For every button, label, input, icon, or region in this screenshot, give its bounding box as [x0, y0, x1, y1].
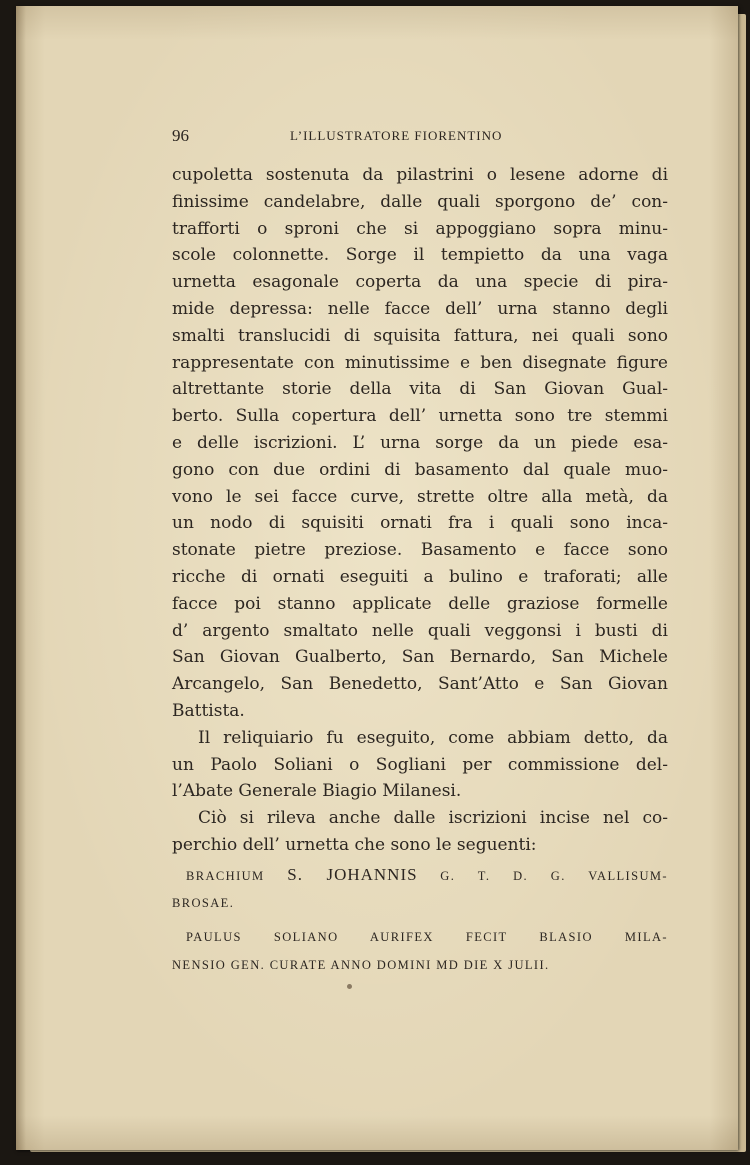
page-number: 96 — [172, 126, 189, 145]
text-line: Arcangelo, San Benedetto, Sant’Atto e San Giovan — [172, 674, 668, 695]
text-line: ricche di ornati eseguiti a bulino e traforati; alle — [172, 566, 668, 587]
text-line: rappresentate con minutissime e ben disegnate figure — [172, 352, 668, 373]
text-line: Ciò si rileva anche dalle iscrizioni incise nel co- — [198, 808, 668, 829]
text-line: stonate pietre preziose. Basamento e facce sono — [172, 540, 668, 561]
inscription-name: S. JOHANNIS — [287, 864, 418, 884]
text-line: gono con due ordini di basamento dal quale muo- — [172, 459, 668, 480]
inscription-line: NENSIO GEN. CURATE ANNO DOMINI MD DIE X JULII. — [172, 957, 550, 972]
text-line: mide depressa: nelle facce dell’ urna stanno degli — [172, 298, 668, 319]
text-line: smalti translucidi di squisita fattura, nei quali sono — [172, 325, 668, 346]
text-line: l’Abate Generale Biagio Milanesi. — [172, 781, 462, 802]
text-line: scole colonnette. Sorge il tempietto da una vaga — [172, 245, 668, 266]
text-line: cupoletta sostenuta da pilastrini o lesene adorne di — [172, 165, 668, 185]
text-line: Battista. — [172, 700, 245, 721]
inscription-text: BRACHIUM — [186, 868, 288, 883]
spine-shadow — [16, 6, 26, 1150]
text-line: perchio dell’ urnetta che sono le seguenti: — [172, 834, 537, 855]
text-line: San Giovan Gualberto, San Bernardo, San Michele — [172, 647, 668, 668]
ink-spot — [347, 984, 352, 989]
inscription-line: BROSAE. — [172, 895, 235, 910]
body-text — [172, 162, 668, 979]
text-line: e delle iscrizioni. L’ urna sorge da un piede esa- — [172, 432, 668, 453]
running-title: L’ILLUSTRATORE FIORENTINO — [290, 128, 503, 143]
text-line: berto. Sulla copertura dell’ urnetta sono tre stemmi — [172, 406, 668, 427]
text-line: urnetta esagonale coperta da una specie di pira- — [172, 272, 668, 293]
text-line: altrettante storie della vita di San Giovan Gual- — [172, 379, 668, 400]
inscription-line: PAULUS SOLIANO AURIFEX FECIT BLASIO MILA- — [186, 929, 668, 944]
text-line: un nodo di squisiti ornati fra i quali sono inca- — [172, 513, 668, 534]
text-line: trafforti o sproni che si appoggiano sopra minu- — [172, 218, 668, 239]
text-line: d’ argento smaltato nelle quali veggonsi i busti di — [172, 620, 668, 641]
text-line: finissime candelabre, dalle quali sporgono de’ con- — [172, 191, 668, 212]
text-line: un Paolo Soliani o Sogliani per commissione del- — [172, 754, 668, 775]
inscription-line — [172, 861, 668, 889]
text-line: facce poi stanno applicate delle graziose formelle — [172, 593, 668, 614]
text-line: vono le sei facce curve, strette oltre alla metà, da — [172, 486, 668, 507]
inscription-text: G. T. D. G. VALLISUM- — [417, 868, 668, 883]
running-head — [172, 126, 668, 150]
text-line: Il reliquiario fu eseguito, come abbiam detto, da — [198, 727, 668, 748]
